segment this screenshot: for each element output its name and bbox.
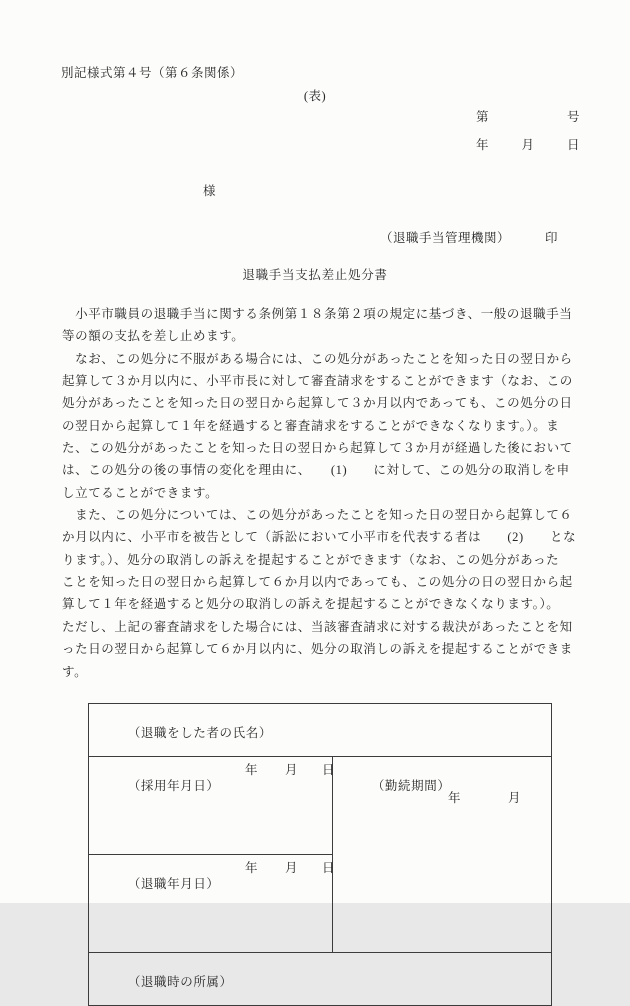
- table-row: [89, 757, 552, 855]
- document-number-line: [476, 107, 580, 125]
- body-line: なお、この処分に不服がある場合には、この処分があったことを知った日の翌日から: [62, 351, 573, 366]
- body-line: 処分があったことを知った日の翌日から起算して３か月以内であっても、この処分の日: [62, 396, 573, 411]
- service-period-label: （勤続期間）: [371, 779, 451, 793]
- body-line: 起算して３か月以内に、小平市長に対して審査請求をすることができます（なお、この: [62, 374, 573, 389]
- body-line: か月以内に、小平市を被告として（訴訟において小平市を代表する者は (2) とな: [62, 530, 577, 545]
- issuer-line: [380, 228, 558, 246]
- body-line: 算して１年を経過すると処分の取消しの訴えを提起することができなくなります。）。: [62, 597, 560, 612]
- body-line: 等の額の支払を差し止めます。: [62, 329, 245, 344]
- date-day-label: 日: [566, 138, 580, 152]
- affiliation-cell: [89, 953, 552, 1006]
- body-text: [62, 303, 577, 683]
- form-style-number: 別記様式第４号（第６条関係）: [61, 66, 244, 80]
- body-line: は、この処分の後の事情の変化を理由に、 (1) に対して、この処分の取消しを申: [62, 463, 570, 478]
- table-row: [89, 704, 552, 757]
- retiree-name-cell: [89, 704, 552, 757]
- seal-mark: 印: [544, 231, 558, 245]
- year-label: 年: [245, 763, 259, 777]
- month-label: 月: [508, 791, 522, 805]
- year-label: 年: [448, 791, 462, 805]
- body-line: し立てることができます。: [62, 485, 219, 500]
- issuer-name: （退職手当管理機関）: [380, 231, 511, 245]
- hire-date-label: （採用年月日）: [127, 779, 220, 793]
- service-period-cell: [333, 757, 552, 953]
- retiree-name-label: （退職をした者の氏名）: [127, 726, 272, 740]
- body-line: す。: [62, 664, 88, 679]
- body-line: また、この処分については、この処分があったことを知った日の翌日から起算して６: [62, 508, 573, 523]
- body-line: 小平市職員の退職手当に関する条例第１８条第２項の規定に基づき、一般の退職手当: [62, 307, 573, 321]
- retirement-date-label: （退職年月日）: [127, 877, 220, 891]
- body-line: ただし、上記の審査請求をした場合には、当該審査請求に対する裁決があったことを知: [62, 619, 573, 634]
- front-side-label: (表): [303, 89, 327, 103]
- retirement-date-cell: [89, 855, 336, 953]
- addressee-honorific: 様: [203, 184, 217, 198]
- personal-info-table: [88, 703, 552, 1006]
- body-line: の翌日から起算して１年を経過すると審査請求をすることができなくなります。）。ま: [62, 418, 560, 433]
- body-line: ります。）、処分の取消しの訴えを提起することができます（なお、この処分があった: [62, 552, 560, 567]
- day-label: 日: [322, 861, 336, 875]
- doc-number-prefix: 第: [476, 110, 490, 124]
- hire-date-cell: [89, 757, 336, 855]
- date-month-label: 月: [521, 138, 535, 152]
- date-year-label: 年: [476, 138, 490, 152]
- month-label: 月: [285, 763, 299, 777]
- issue-date-line: [476, 135, 580, 153]
- day-label: 日: [322, 763, 336, 777]
- document-title: 退職手当支払差止処分書: [242, 268, 388, 282]
- table-row: [89, 953, 552, 1006]
- body-line: った日の翌日から起算して６か月以内に、処分の取消しの訴えを提起することができま: [62, 642, 573, 657]
- affiliation-label: （退職時の所属）: [127, 975, 233, 989]
- doc-number-suffix: 号: [566, 110, 580, 124]
- body-line: た、この処分があったことを知った日の翌日から起算して３か月が経過した後において: [62, 441, 573, 456]
- body-line: ことを知った日の翌日から起算して６か月以内であっても、この処分の日の翌日から起: [62, 575, 573, 590]
- year-label: 年: [245, 861, 259, 875]
- month-label: 月: [285, 861, 299, 875]
